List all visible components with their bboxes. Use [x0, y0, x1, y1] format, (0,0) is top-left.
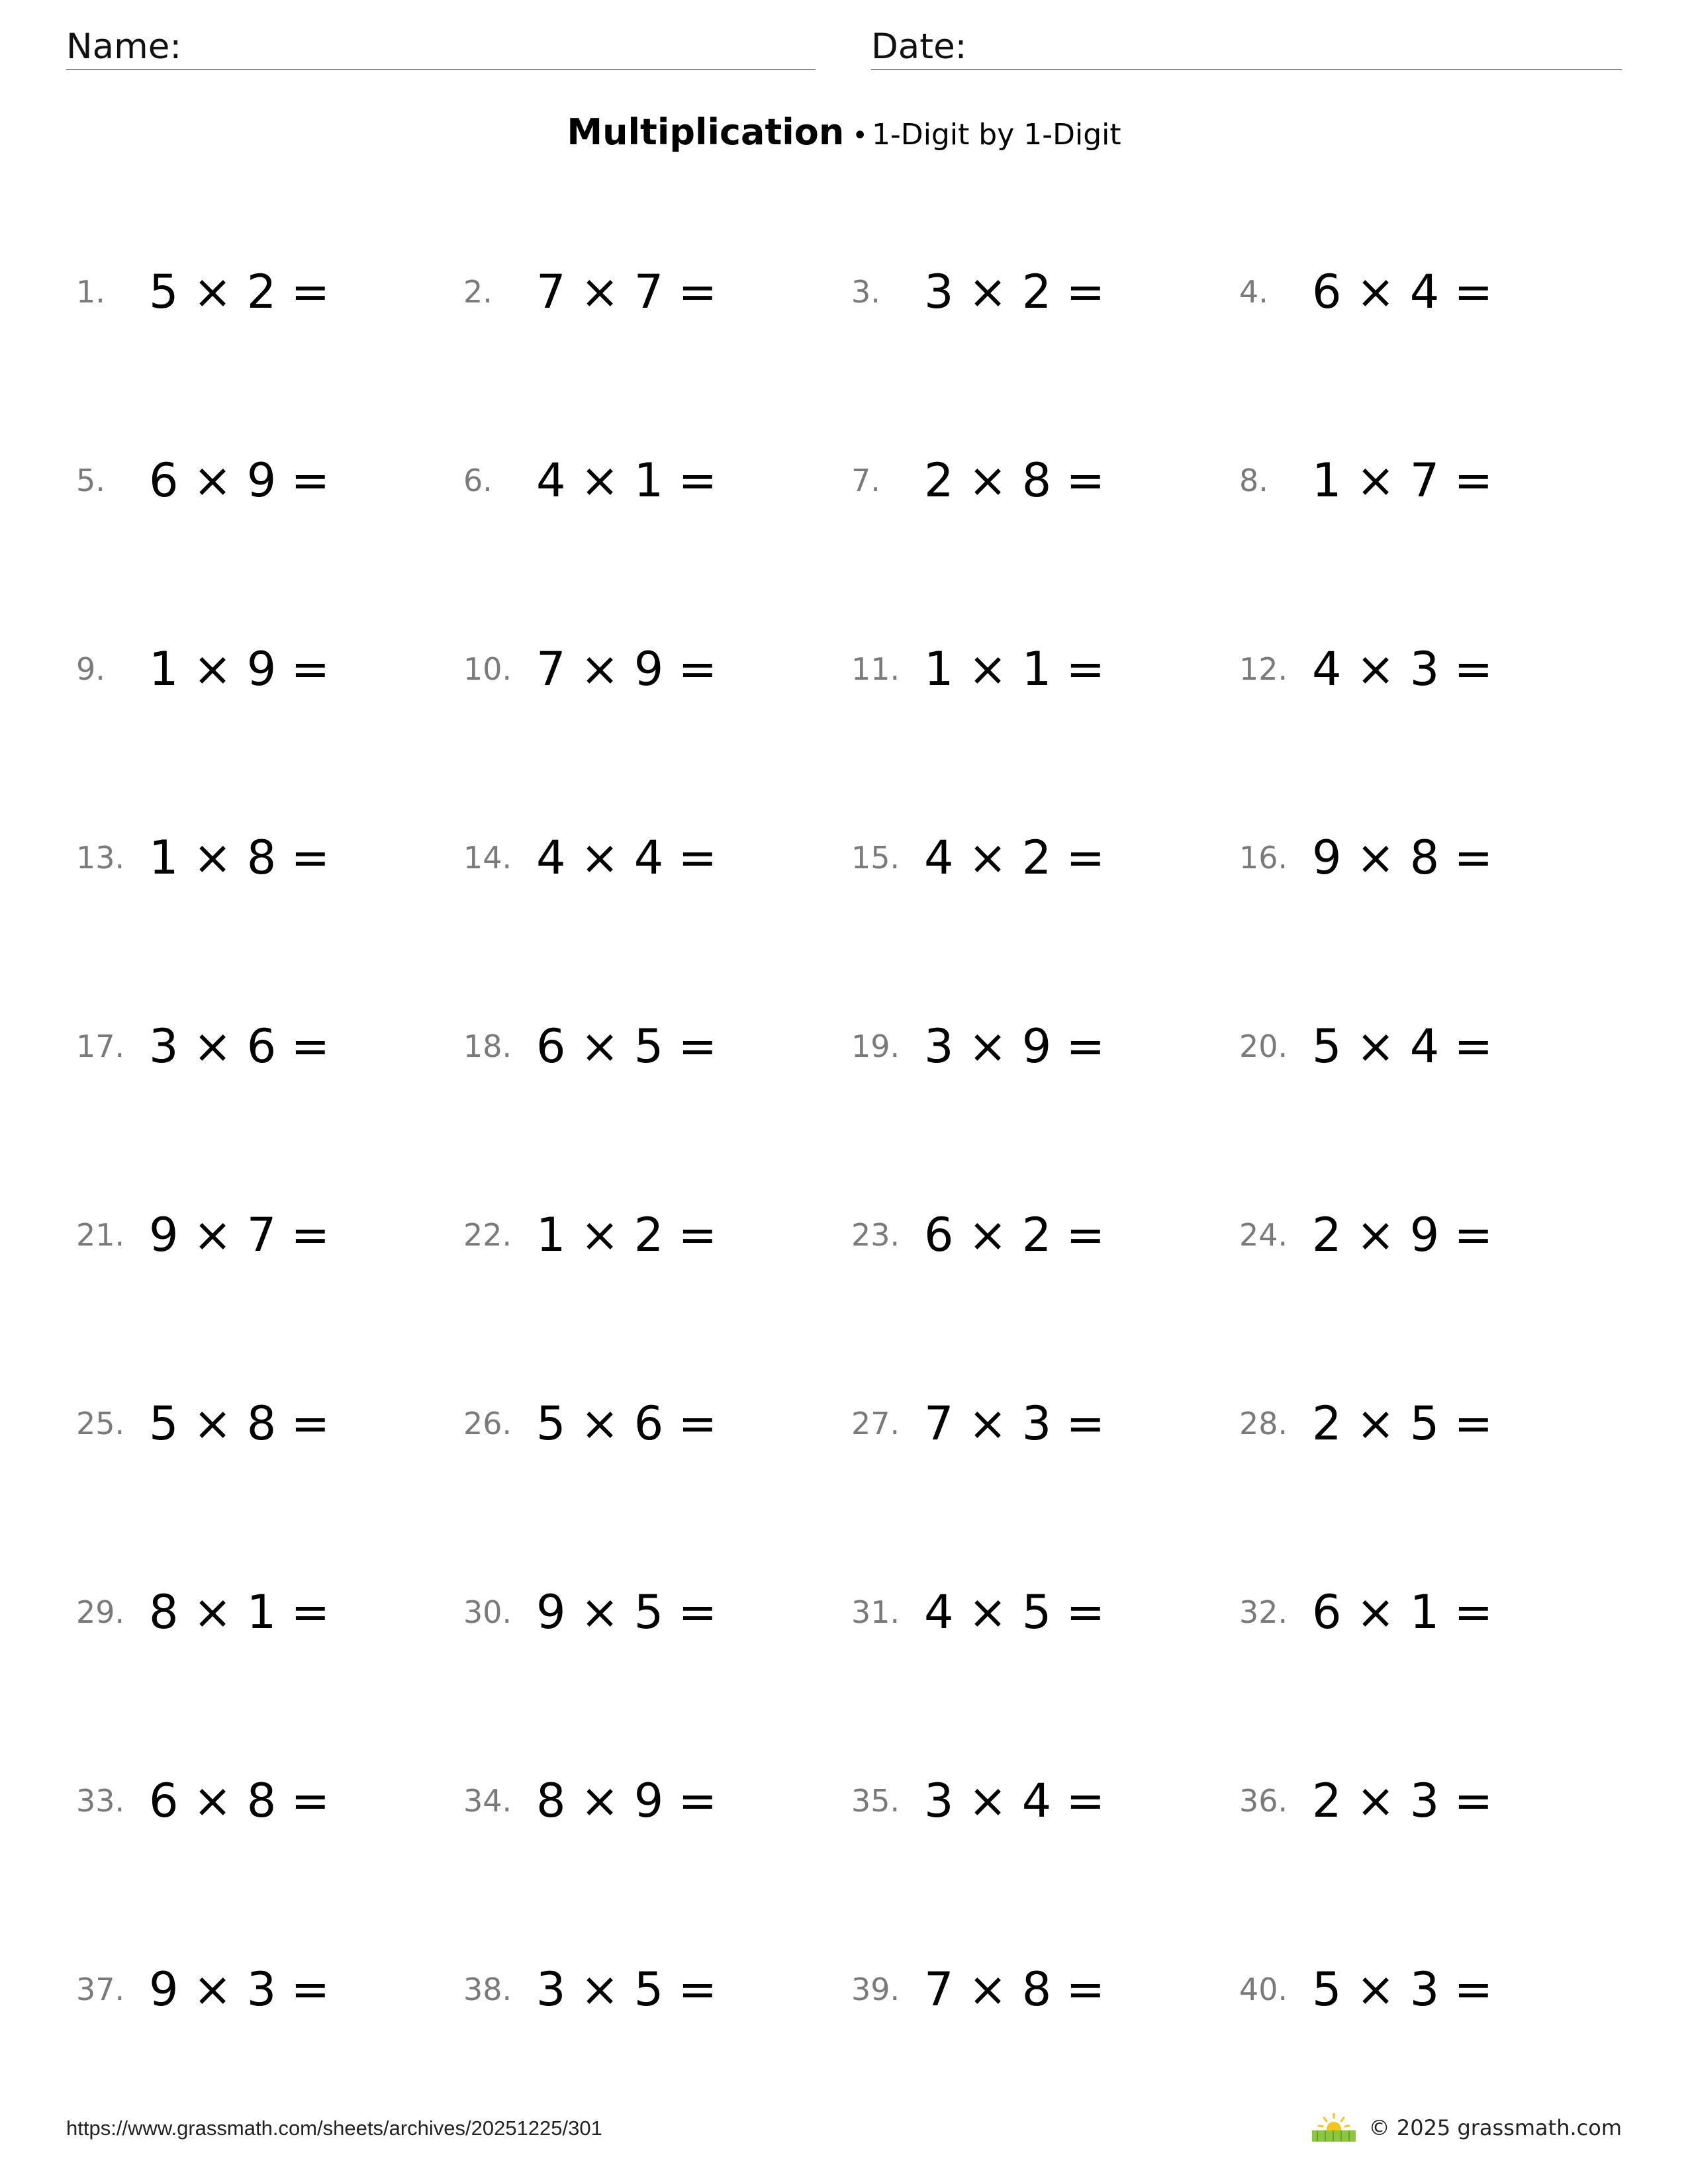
problem-number: 29.	[76, 1594, 125, 1630]
problem-expression: 6 × 5 =	[536, 1019, 718, 1073]
title-separator: •	[852, 120, 868, 151]
problem-number: 16.	[1239, 840, 1288, 876]
problem-expression: 1 × 1 =	[924, 642, 1105, 696]
footer-brand	[1311, 2111, 1622, 2144]
problem-number: 38.	[463, 1972, 512, 2007]
problem-expression: 4 × 5 =	[924, 1585, 1105, 1639]
problem-expression: 6 × 4 =	[1312, 265, 1493, 319]
problem-expression: 9 × 7 =	[149, 1208, 330, 1262]
problem-number: 27.	[851, 1406, 900, 1441]
problem-expression: 5 × 4 =	[1312, 1019, 1493, 1073]
problem-expression: 1 × 2 =	[536, 1208, 718, 1262]
problem-number: 18.	[463, 1028, 512, 1064]
problem-expression: 1 × 9 =	[149, 642, 330, 696]
footer-copyright: © 2025 grassmath.com	[1368, 2115, 1622, 2140]
problem-number: 21.	[76, 1217, 125, 1253]
name-label: Name:	[66, 26, 182, 67]
problem-number: 12.	[1239, 651, 1288, 687]
problem-number: 39.	[851, 1972, 900, 2007]
problem-number: 30.	[463, 1594, 512, 1630]
problem-expression: 1 × 8 =	[149, 831, 330, 885]
problem-expression: 3 × 4 =	[924, 1774, 1105, 1828]
problem-expression: 9 × 5 =	[536, 1585, 718, 1639]
problem-expression: 7 × 7 =	[536, 265, 718, 319]
problem-expression: 4 × 2 =	[924, 831, 1105, 885]
problem-expression: 2 × 9 =	[1312, 1208, 1493, 1262]
problem-number: 5.	[76, 463, 105, 498]
problem-number: 6.	[463, 463, 492, 498]
problem-expression: 6 × 9 =	[149, 453, 330, 508]
problem-number: 11.	[851, 651, 900, 687]
problem-expression: 2 × 5 =	[1312, 1396, 1493, 1451]
problem-expression: 5 × 8 =	[149, 1396, 330, 1451]
problem-number: 8.	[1239, 463, 1268, 498]
problem-expression: 5 × 3 =	[1312, 1962, 1493, 2017]
problem-expression: 3 × 6 =	[149, 1019, 330, 1073]
problem-expression: 5 × 6 =	[536, 1396, 718, 1451]
problem-expression: 4 × 1 =	[536, 453, 718, 508]
problem-expression: 9 × 3 =	[149, 1962, 330, 2017]
problem-number: 17.	[76, 1028, 125, 1064]
problem-number: 31.	[851, 1594, 900, 1630]
title-main: Multiplication	[567, 111, 845, 153]
footer-url: https://www.grassmath.com/sheets/archives/20251225/301	[66, 2116, 602, 2140]
sun-over-grass-icon	[1311, 2113, 1357, 2143]
problem-number: 26.	[463, 1406, 512, 1441]
problem-number: 7.	[851, 463, 880, 498]
problem-expression: 7 × 3 =	[924, 1396, 1105, 1451]
problem-number: 24.	[1239, 1217, 1288, 1253]
problem-number: 15.	[851, 840, 900, 876]
problem-number: 14.	[463, 840, 512, 876]
problem-expression: 4 × 4 =	[536, 831, 718, 885]
problem-expression: 3 × 2 =	[924, 265, 1105, 319]
problem-expression: 6 × 1 =	[1312, 1585, 1493, 1639]
problem-number: 32.	[1239, 1594, 1288, 1630]
problem-number: 40.	[1239, 1972, 1288, 2007]
problem-number: 3.	[851, 274, 880, 310]
problem-expression: 7 × 9 =	[536, 642, 718, 696]
problem-expression: 5 × 2 =	[149, 265, 330, 319]
problem-expression: 6 × 8 =	[149, 1774, 330, 1828]
problem-expression: 6 × 2 =	[924, 1208, 1105, 1262]
problem-number: 25.	[76, 1406, 125, 1441]
problem-number: 33.	[76, 1783, 125, 1819]
problem-number: 28.	[1239, 1406, 1288, 1441]
title-subtitle: 1-Digit by 1-Digit	[871, 118, 1121, 152]
problem-number: 10.	[463, 651, 512, 687]
problem-expression: 7 × 8 =	[924, 1962, 1105, 2017]
problem-number: 34.	[463, 1783, 512, 1819]
problem-number: 22.	[463, 1217, 512, 1253]
problem-number: 9.	[76, 651, 105, 687]
problem-expression: 2 × 8 =	[924, 453, 1105, 508]
problem-number: 35.	[851, 1783, 900, 1819]
problem-expression: 4 × 3 =	[1312, 642, 1493, 696]
problem-expression: 1 × 7 =	[1312, 453, 1493, 508]
problem-number: 37.	[76, 1972, 125, 2007]
problem-expression: 8 × 9 =	[536, 1774, 718, 1828]
problem-number: 36.	[1239, 1783, 1288, 1819]
problem-expression: 9 × 8 =	[1312, 831, 1493, 885]
problem-expression: 2 × 3 =	[1312, 1774, 1493, 1828]
problem-number: 20.	[1239, 1028, 1288, 1064]
problem-number: 2.	[463, 274, 492, 310]
problem-expression: 3 × 5 =	[536, 1962, 718, 2017]
problem-number: 23.	[851, 1217, 900, 1253]
problem-number: 13.	[76, 840, 125, 876]
problem-number: 1.	[76, 274, 105, 310]
date-label: Date:	[871, 26, 967, 67]
problem-expression: 8 × 1 =	[149, 1585, 330, 1639]
problem-number: 4.	[1239, 274, 1268, 310]
problem-number: 19.	[851, 1028, 900, 1064]
problem-expression: 3 × 9 =	[924, 1019, 1105, 1073]
